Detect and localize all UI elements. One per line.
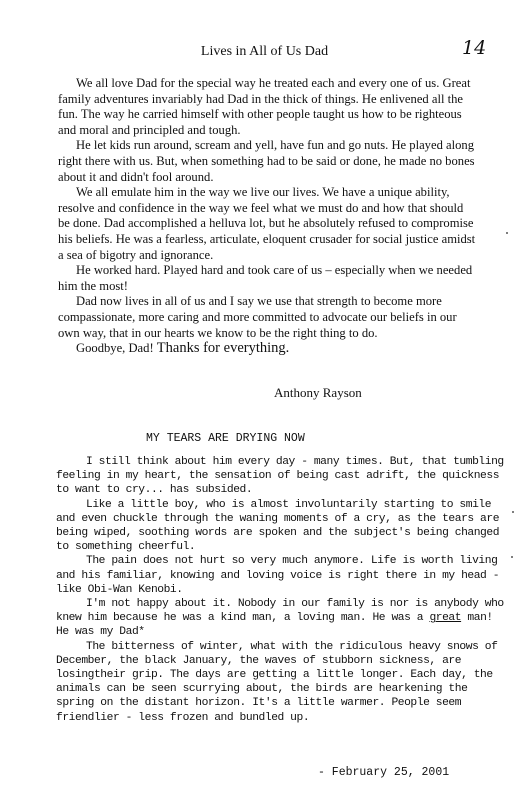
- poem-paragraph: [56, 597, 506, 640]
- tribute-paragraph: We all emulate him in the way we live our lives. We have a unique ability, resolve and confidence in the way we feel what we must do and how that should be done. Dad accomplished a helluva lot, but he absolutely refused to compromise his beliefs. He was a fearless, articulate, eloquent crusader for social justice amidst a sea of bigotry and ignorance.: [58, 185, 476, 262]
- tribute-text: [58, 76, 478, 357]
- underlined-word: great: [429, 612, 462, 625]
- poem-title: MY TEARS ARE DRYING NOW: [146, 432, 305, 445]
- tribute-paragraph: Dad now lives in all of us and I say we use that strength to become more compassionate, more caring and more committed to advocate our beliefs in our own way, that in our hearts we know to be the right thing to do.: [58, 294, 457, 340]
- poem-paragraph: The pain does not hurt so very much anymore. Life is worth living and his familiar, knowing and loving voice is right there in my head - like Obi-Wan Kenobi.: [56, 555, 500, 596]
- scan-speck: [512, 511, 514, 513]
- closing-thanks: Thanks for everything.: [156, 340, 290, 357]
- closing-goodbye: Goodbye, Dad!: [76, 341, 157, 356]
- poem-text: [56, 455, 506, 725]
- poem-paragraph: The bitterness of winter, what with the ridiculous heavy snows of December, the black January, the waves of stubborn sickness, are losingtheir grip. The days are getting a little longer. Each day, the animals can be seen scurrying about, the birds are hearkening the spring on the distant horizon. It's a little warmer. People seem friendlier - less frozen and bundled up.: [56, 640, 498, 724]
- tribute-paragraph: He let kids run around, scream and yell, have fun and go nuts. He played along right there with us. But, when something had to be said or done, he made no bones about it and didn't fool around.: [58, 138, 475, 184]
- poem-paragraph: Like a little boy, who is almost involuntarily starting to smile and even chuckle through the waning moments of a cry, as the tears are being wiped, soothing words are spoken and the subject's being changed to something cheerful.: [56, 498, 500, 554]
- scan-speck: [511, 556, 513, 558]
- page-title: Lives in All of Us Dad: [200, 44, 329, 59]
- poem-date: - February 25, 2001: [318, 766, 450, 779]
- tribute-paragraph: He worked hard. Played hard and took care of us – especially when we needed him the most!: [58, 263, 473, 293]
- poem-paragraph: I still think about him every day - many times. But, that tumbling feeling in my heart, the sensation of being cast adrift, the quickness to want to cry... has subsided.: [56, 456, 504, 497]
- scan-speck: [506, 232, 508, 234]
- tribute-closing: [58, 341, 478, 357]
- tribute-paragraph: We all love Dad for the special way he treated each and every one of us. Great family adventures invariably had Dad in the thick of things. He enlivened all the fun. The way he carried himself with other people taught us how to be righteous and moral and principled and tough.: [58, 76, 471, 137]
- signature: Anthony Rayson: [274, 385, 362, 400]
- poem-p4-end: man! He was my Dad*: [56, 612, 493, 639]
- handwritten-page-number: 14: [462, 37, 487, 59]
- poem-p4-start: I'm not happy about it. Nobody in our family is nor is anybody who knew him because he was a kind man, a loving man. He was a: [56, 598, 504, 625]
